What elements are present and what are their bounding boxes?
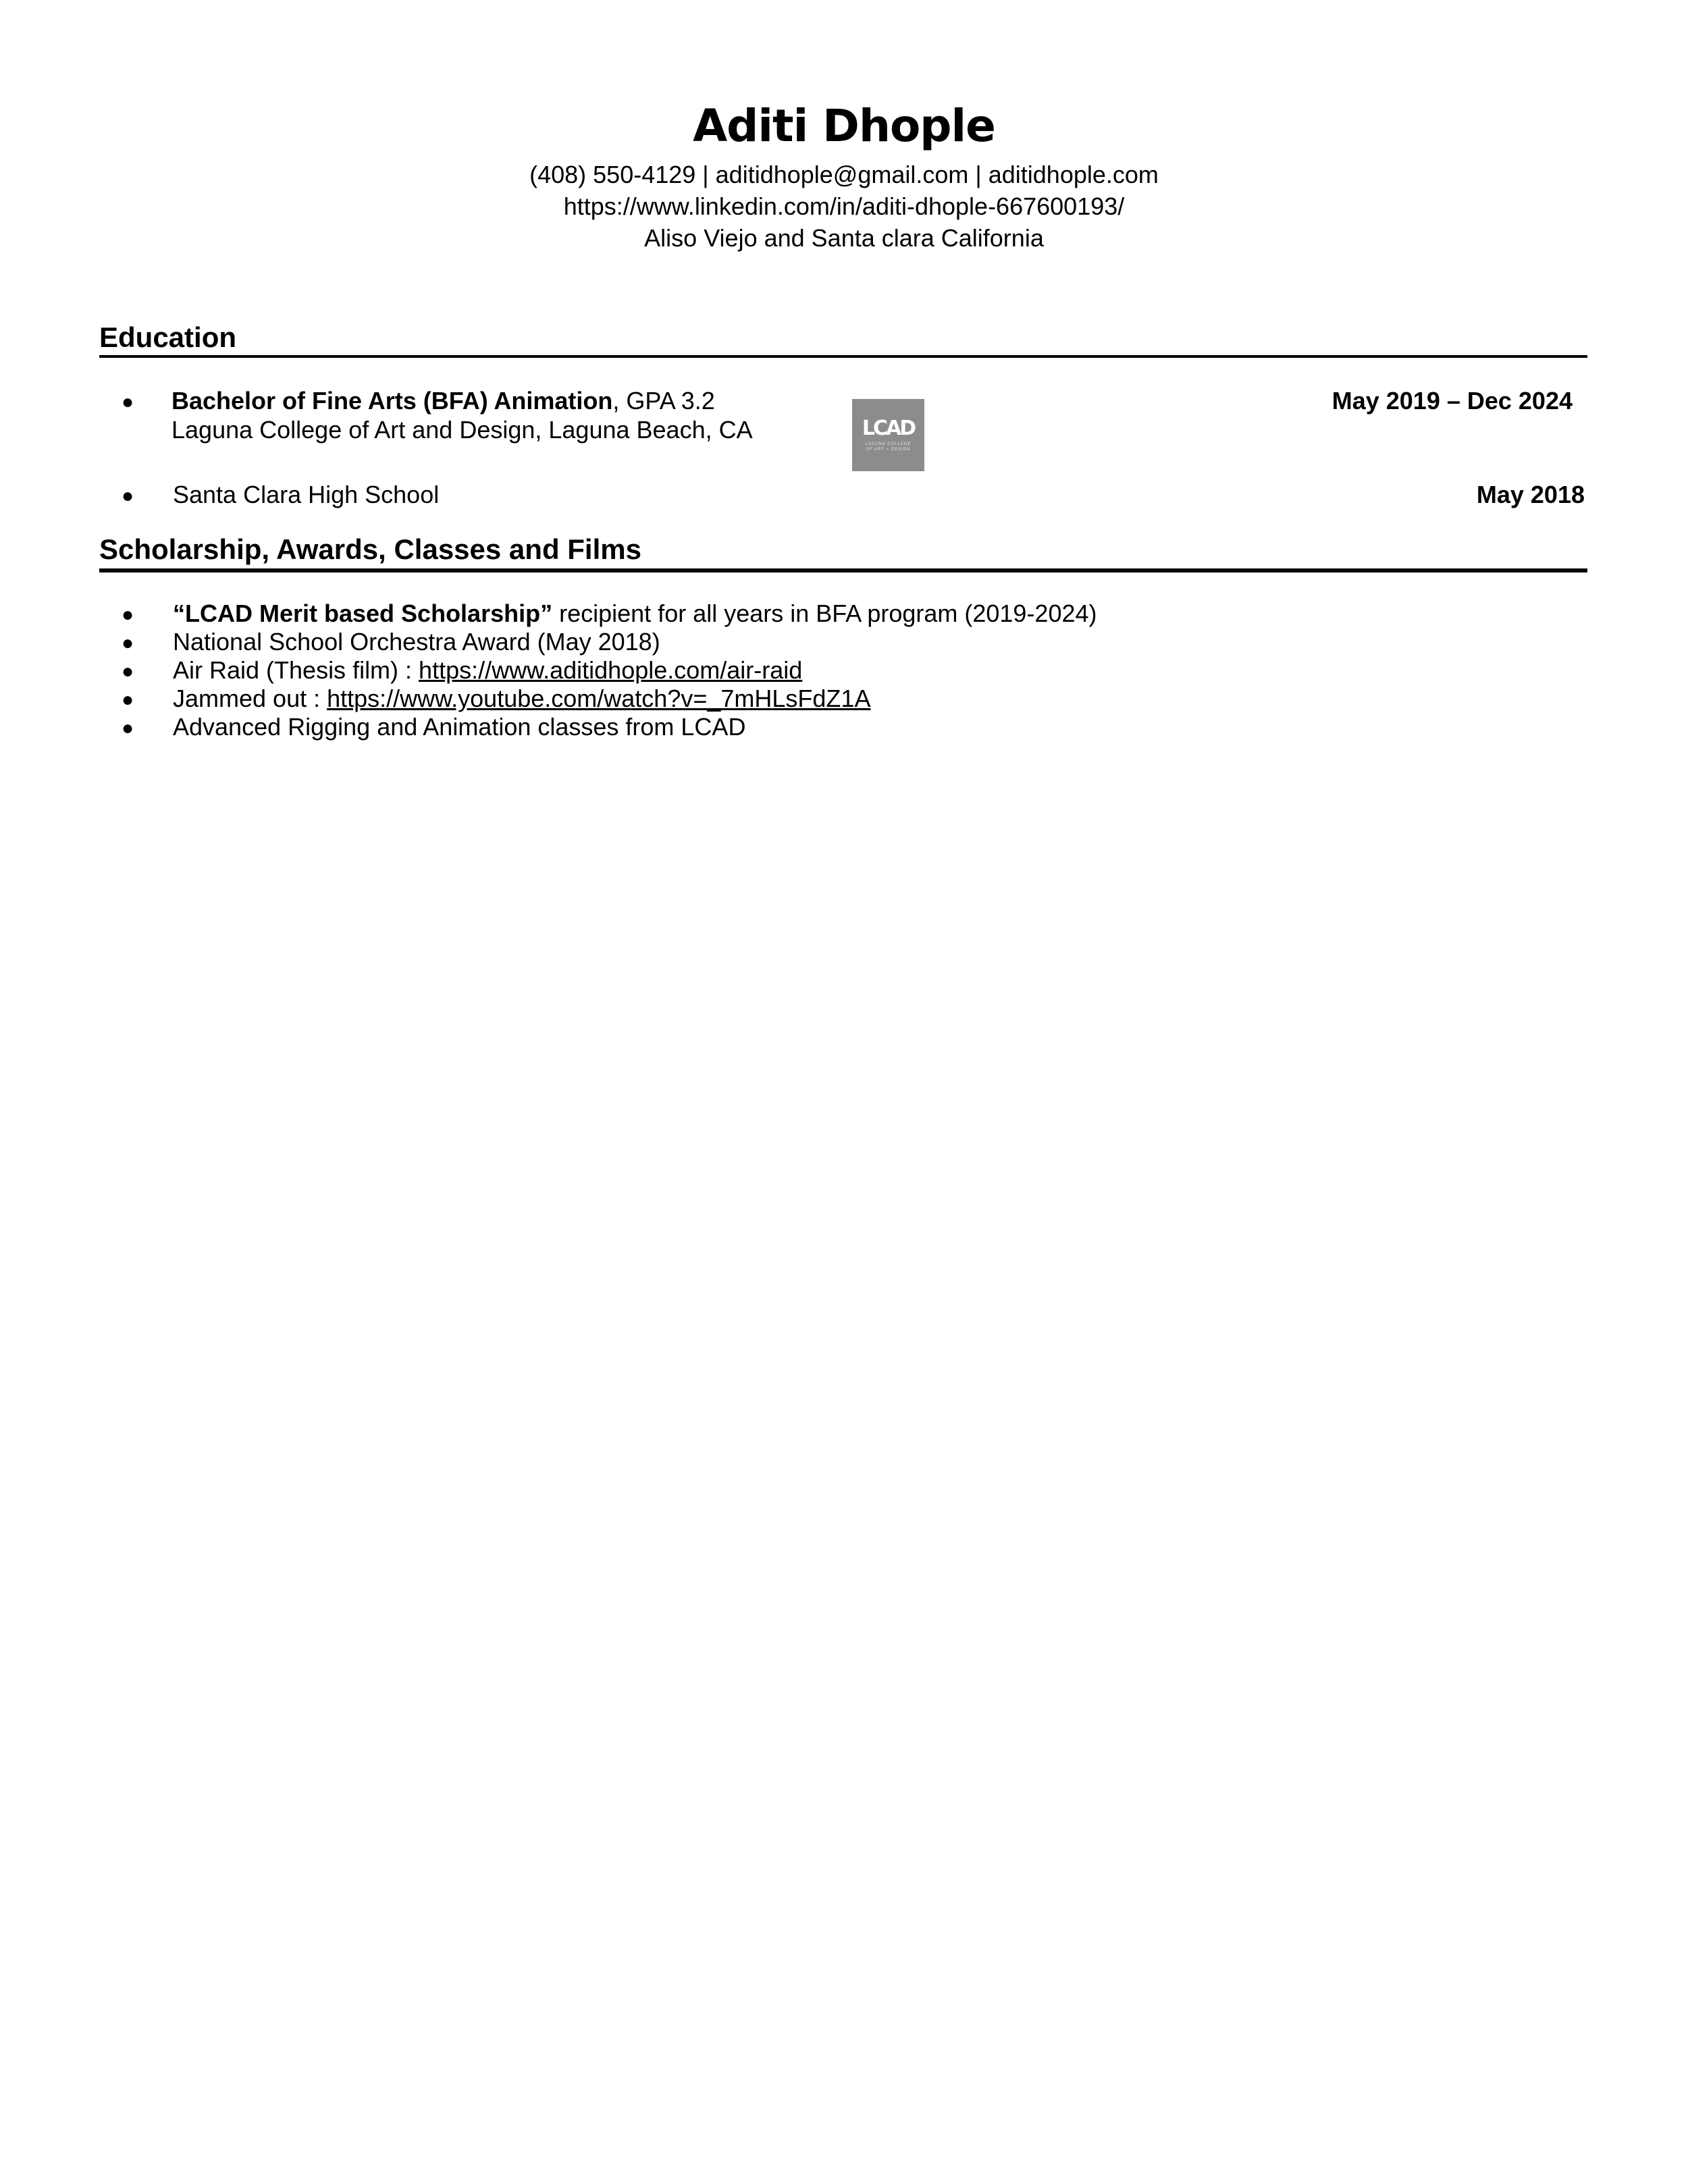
- list-item-orchestra-award: National School Orchestra Award (May 2018): [173, 628, 660, 656]
- section-divider: [99, 355, 1587, 358]
- list-item-scholarship: [173, 600, 1097, 628]
- bullet: ●: [122, 717, 134, 739]
- contact-line-phone-email-site: (408) 550-4129 | aditidhople@gmail.com | aditidhople.com: [529, 161, 1159, 188]
- scholarship-name: “LCAD Merit based Scholarship”: [173, 600, 553, 627]
- graduation-date: May 2018: [1476, 481, 1585, 508]
- bullet: ●: [122, 604, 134, 626]
- section-title-awards: Scholarship, Awards, Classes and Films: [99, 533, 641, 565]
- degree-name: Bachelor of Fine Arts (BFA) Animation: [172, 387, 613, 415]
- bullet: ●: [122, 689, 134, 711]
- thesis-film-link[interactable]: https://www.aditidhople.com/air-raid: [419, 656, 803, 684]
- date-range: May 2019 – Dec 2024: [1331, 387, 1573, 415]
- gpa: , GPA 3.2: [612, 387, 715, 415]
- bullet: ●: [122, 660, 134, 683]
- list-item-classes: Advanced Rigging and Animation classes from LCAD: [173, 713, 746, 741]
- contact-line-linkedin: https://www.linkedin.com/in/aditi-dhople-667600193/: [563, 192, 1125, 220]
- contact-line-location: Aliso Viejo and Santa clara California: [644, 224, 1044, 252]
- jammed-out-label: Jammed out :: [173, 685, 327, 712]
- list-item-jammed-out: [173, 685, 870, 713]
- degree-line: [172, 387, 715, 415]
- lcad-logo: [852, 399, 924, 471]
- candidate-name: Aditi Dhople: [693, 100, 995, 152]
- jammed-out-link[interactable]: https://www.youtube.com/watch?v=_7mHLsFdZ1A: [327, 685, 871, 712]
- lcad-logo-mark: LCAD: [862, 416, 915, 440]
- bullet: ●: [122, 391, 134, 413]
- section-divider: [99, 568, 1587, 572]
- high-school-name: Santa Clara High School: [173, 481, 440, 508]
- bullet: ●: [122, 485, 134, 507]
- thesis-film-label: Air Raid (Thesis film) :: [173, 656, 419, 684]
- bullet: ●: [122, 632, 134, 654]
- scholarship-detail: recipient for all years in BFA program (2019-2024): [552, 600, 1097, 627]
- section-title-education: Education: [99, 321, 237, 353]
- list-item-thesis-film: [173, 656, 802, 685]
- lcad-logo-subtext: LAGUNA COLLEGE OF ART + DESIGN: [865, 442, 912, 452]
- college-name: Laguna College of Art and Design, Laguna Beach, CA: [172, 416, 753, 444]
